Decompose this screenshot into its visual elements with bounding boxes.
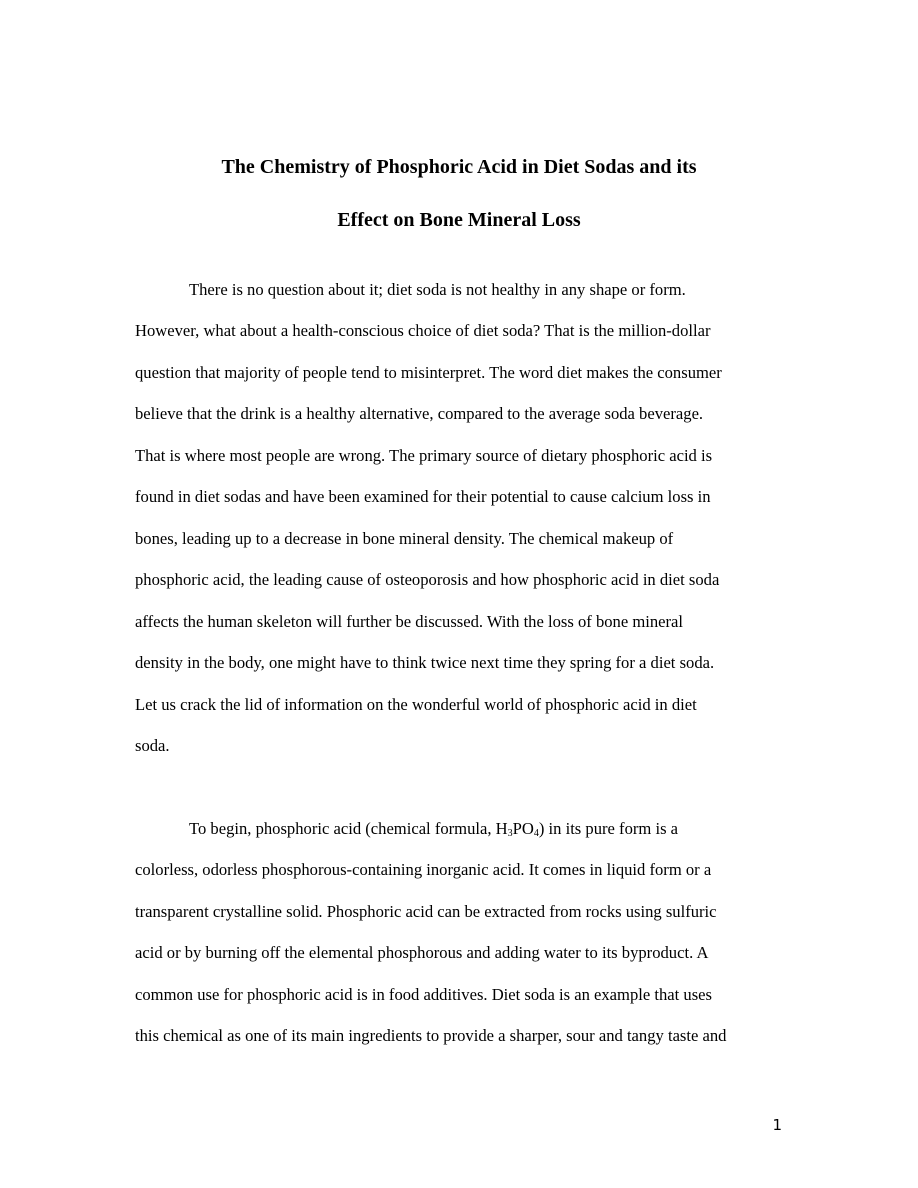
paragraph-line — [189, 819, 678, 839]
title-line-2: Effect on Bone Mineral Loss — [337, 209, 581, 231]
paragraph-line: affects the human skeleton will further be discussed. With the loss of bone mineral — [135, 612, 684, 631]
formula-text-after: ) in its pure form is a — [538, 819, 679, 838]
paragraph-line: Let us crack the lid of information on the wonderful world of phosphoric acid in diet — [135, 695, 697, 714]
paragraph-line: However, what about a health-conscious choice of diet soda? That is the million-dollar — [135, 321, 711, 340]
paragraph-line: believe that the drink is a healthy alternative, compared to the average soda beverage. — [135, 404, 704, 423]
paragraph-line: question that majority of people tend to misinterpret. The word diet makes the consumer — [135, 363, 722, 382]
formula-subscript-4: 4 — [533, 828, 539, 839]
paragraph-line: acid or by burning off the elemental phosphorous and adding water to its byproduct. A — [135, 943, 709, 962]
paragraph-line: bones, leading up to a decrease in bone mineral density. The chemical makeup of — [135, 529, 674, 548]
paragraph-line: That is where most people are wrong. The primary source of dietary phosphoric acid is — [135, 446, 713, 465]
paragraph-line: phosphoric acid, the leading cause of osteoporosis and how phosphoric acid in diet soda — [135, 570, 720, 589]
formula-text-before: To begin, phosphoric acid (chemical formula, H — [189, 819, 508, 838]
title-line-1: The Chemistry of Phosphoric Acid in Diet Sodas and its — [221, 156, 697, 178]
formula-subscript-3: 3 — [507, 828, 513, 839]
paragraph-line: density in the body, one might have to think twice next time they spring for a diet soda. — [135, 653, 715, 672]
paragraph-line: this chemical as one of its main ingredients to provide a sharper, sour and tangy taste and — [135, 1026, 727, 1045]
formula-text-mid: PO — [512, 819, 534, 838]
paragraph-line: transparent crystalline solid. Phosphoric acid can be extracted from rocks using sulfuric — [135, 902, 717, 921]
paragraph-line: common use for phosphoric acid is in food additives. Diet soda is an example that uses — [135, 985, 712, 1004]
paragraph-line: soda. — [135, 736, 170, 755]
paragraph-line: colorless, odorless phosphorous-containing inorganic acid. It comes in liquid form or a — [135, 860, 712, 879]
paragraph-line: There is no question about it; diet soda is not healthy in any shape or form. — [189, 280, 686, 299]
paragraph-line: found in diet sodas and have been examined for their potential to cause calcium loss in — [135, 487, 711, 506]
page-number: 1 — [772, 1116, 782, 1134]
